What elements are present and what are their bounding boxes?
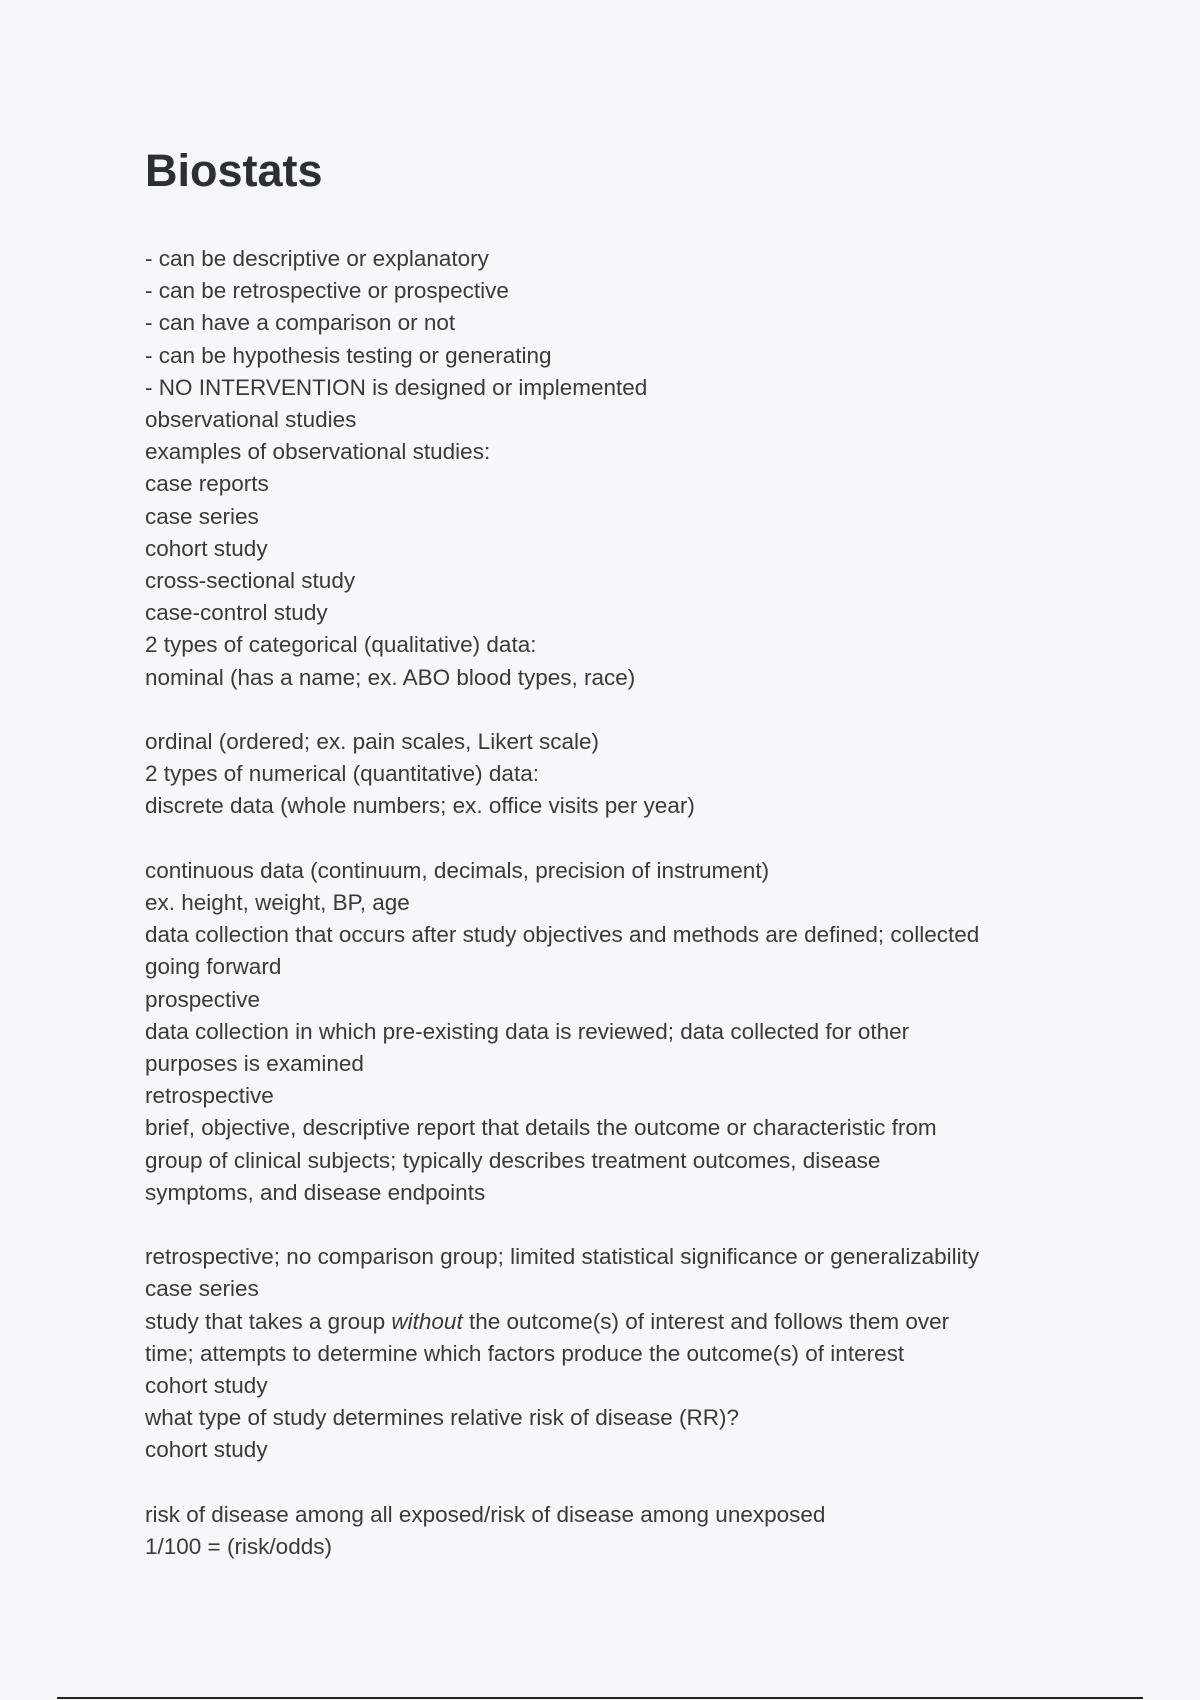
note-line: ordinal (ordered; ex. pain scales, Likert scale) <box>145 729 599 755</box>
note-line: case-control study <box>145 600 328 626</box>
note-line: continuous data (continuum, decimals, precision of instrument) <box>145 857 770 883</box>
note-line: prospective <box>145 986 261 1012</box>
note-line: group of clinical subjects; typically describes treatment outcomes, disease <box>145 1147 881 1173</box>
note-line: going forward <box>145 954 282 980</box>
note-line: purposes is examined <box>145 1051 364 1077</box>
note-line: - can be retrospective or prospective <box>145 278 509 304</box>
note-line: discrete data (whole numbers; ex. office visits per year) <box>145 793 695 819</box>
note-line: 1/100 = (risk/odds) <box>145 1534 332 1560</box>
blank-line <box>145 1467 1065 1499</box>
note-line: cross-sectional study <box>145 568 356 594</box>
note-line: data collection that occurs after study objectives and methods are defined; collected <box>145 922 980 948</box>
note-line: data collection in which pre-existing data is reviewed; data collected for other <box>145 1018 910 1044</box>
note-emphasis: without <box>391 1308 463 1334</box>
note-line: time; attempts to determine which factors produce the outcome(s) of interest <box>145 1340 905 1366</box>
note-line: what type of study determines relative risk of disease (RR)? <box>145 1405 739 1431</box>
note-line: retrospective; no comparison group; limited statistical significance or generalizability <box>145 1244 980 1270</box>
note-line: case series <box>145 1276 259 1302</box>
blank-line <box>145 1209 1065 1241</box>
note-line: - can be descriptive or explanatory <box>145 246 489 271</box>
note-line: - NO INTERVENTION is designed or implemented <box>145 374 648 400</box>
note-text: study that takes a group <box>145 1308 392 1334</box>
note-line: cohort study <box>145 1373 268 1399</box>
page-divider <box>57 1697 1143 1699</box>
note-line: - can have a comparison or not <box>145 310 456 336</box>
note-line: 2 types of categorical (qualitative) data: <box>145 632 537 658</box>
note-line: cohort study <box>145 1437 268 1463</box>
note-line: nominal (has a name; ex. ABO blood types, race) <box>145 664 636 690</box>
note-line: brief, objective, descriptive report that details the outcome or characteristic from <box>145 1115 937 1141</box>
note-line: case series <box>145 503 259 529</box>
note-line <box>145 1306 1065 1338</box>
note-text: the outcome(s) of interest and follows them over <box>462 1308 950 1334</box>
note-line: cohort study <box>145 535 268 561</box>
note-line: observational studies <box>145 407 357 433</box>
notes-body <box>145 243 1065 1563</box>
note-line: examples of observational studies: <box>145 439 491 465</box>
note-line: symptoms, and disease endpoints <box>145 1179 486 1205</box>
note-line: risk of disease among all exposed/risk of disease among unexposed <box>145 1501 826 1527</box>
note-line: ex. height, weight, BP, age <box>145 890 410 916</box>
note-line: case reports <box>145 471 269 497</box>
note-line: 2 types of numerical (quantitative) data: <box>145 761 539 787</box>
page-title: Biostats <box>145 145 323 196</box>
note-line: - can be hypothesis testing or generating <box>145 342 552 368</box>
blank-line <box>145 694 1065 726</box>
note-line: retrospective <box>145 1083 274 1109</box>
blank-line <box>145 823 1065 855</box>
